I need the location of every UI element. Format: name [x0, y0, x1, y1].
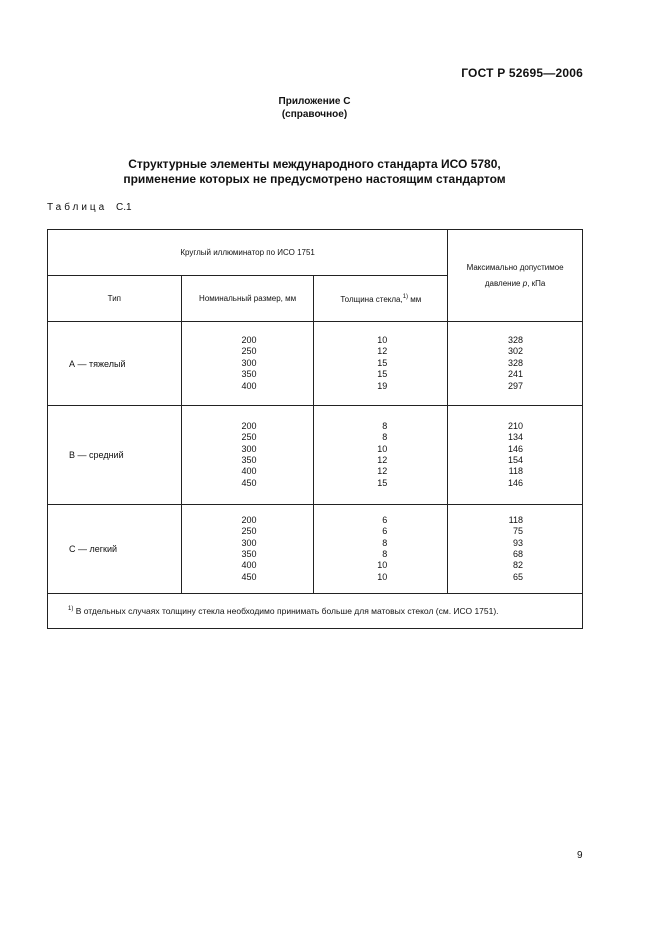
value: 350	[241, 549, 257, 559]
cell-pressure-b	[448, 406, 583, 505]
value: 297	[507, 380, 523, 391]
cell-pressure-c	[448, 505, 583, 594]
header-glass-thickness-footnote-ref: 1)	[402, 293, 409, 300]
value: 12	[377, 466, 388, 477]
value: 10	[377, 443, 388, 454]
header-glass-thickness-unit: мм	[408, 294, 422, 304]
value: 300	[241, 357, 257, 368]
value: 210	[507, 420, 523, 431]
value: 19	[377, 380, 388, 391]
header-max-pressure-line1: Максимально допустимое	[466, 262, 564, 272]
value: 8	[382, 549, 388, 559]
value: 10	[377, 335, 388, 346]
header-max-pressure-line2	[448, 276, 582, 292]
value: 8	[382, 537, 388, 548]
value: 68	[512, 549, 523, 559]
value: 75	[512, 526, 523, 537]
header-group-round-illuminator: Круглый иллюминатор по ИСО 1751	[48, 230, 448, 276]
header-max-pressure-prefix: давление	[484, 278, 521, 288]
value: 146	[507, 477, 523, 488]
value: 200	[241, 514, 257, 525]
cell-type-b: В — средний	[48, 406, 182, 505]
value: 241	[507, 369, 523, 380]
value: 134	[507, 432, 523, 443]
value: 6	[382, 526, 388, 537]
cell-thickness-a	[314, 322, 448, 406]
cell-type-c: С — легкий	[48, 505, 182, 594]
value: 146	[507, 443, 523, 454]
page-number: 9	[577, 850, 583, 861]
cell-thickness-b	[314, 406, 448, 505]
value: 6	[382, 514, 388, 525]
table-caption-number: С.1	[116, 202, 132, 213]
table-row-type-a	[48, 322, 583, 406]
header-max-pressure	[448, 230, 583, 322]
value: 10	[377, 560, 388, 571]
table-row-type-c	[48, 505, 583, 594]
value: 154	[507, 455, 523, 465]
value: 350	[241, 455, 257, 465]
appendix-subtitle: (справочное)	[281, 109, 348, 120]
footnote-text: В отдельных случаях толщину стекла необходимо принимать больше для матовых стекол (см. ИСО 1751).	[75, 606, 499, 616]
value: 118	[508, 514, 523, 525]
value: 10	[377, 571, 388, 582]
header-nominal-size: Номинальный размер, мм	[181, 276, 314, 322]
value: 65	[512, 571, 523, 582]
table-caption	[47, 202, 132, 213]
header-max-pressure-unit: , кПа	[527, 278, 546, 288]
table-footnote	[48, 594, 583, 629]
value: 328	[507, 357, 523, 368]
header-glass-thickness	[314, 276, 448, 322]
value: 200	[241, 420, 257, 431]
section-heading-line1: Структурные элементы международного стандарта ИСО 5780,	[128, 157, 501, 171]
footnote-mark: 1)	[68, 606, 74, 612]
header-type: Тип	[48, 276, 182, 322]
table-caption-label: Таблица	[47, 202, 108, 213]
value: 15	[377, 477, 388, 488]
value: 93	[512, 537, 523, 548]
value: 15	[377, 357, 388, 368]
value: 15	[377, 369, 388, 380]
value: 400	[241, 466, 257, 477]
value: 400	[241, 380, 257, 391]
cell-sizes-b	[181, 406, 314, 505]
section-heading	[0, 157, 629, 187]
document-code: ГОСТ Р 52695—2006	[461, 66, 583, 80]
value: 8	[382, 432, 388, 443]
value: 400	[241, 560, 257, 571]
value: 8	[382, 420, 388, 431]
value: 12	[377, 346, 388, 357]
cell-sizes-c	[181, 505, 314, 594]
table-footnote-row	[48, 594, 583, 629]
section-heading-line2: применение которых не предусмотрено настоящим стандартом	[123, 172, 506, 186]
table-header-row-1	[48, 230, 583, 276]
value: 250	[241, 432, 257, 443]
value: 350	[241, 369, 257, 380]
value: 12	[377, 455, 388, 465]
appendix-title: Приложение С	[278, 96, 351, 107]
cell-sizes-a	[181, 322, 314, 406]
value: 118	[508, 466, 523, 477]
value: 450	[241, 477, 257, 488]
value: 300	[241, 443, 257, 454]
header-max-pressure-var: p	[522, 278, 528, 288]
header-glass-thickness-label: Толщина стекла,	[340, 294, 403, 304]
value: 82	[512, 560, 523, 571]
value: 328	[507, 335, 523, 346]
table-row-type-b	[48, 406, 583, 505]
cell-type-a: А — тяжелый	[48, 322, 182, 406]
value: 450	[241, 571, 257, 582]
value: 300	[241, 537, 257, 548]
illuminator-table	[47, 229, 583, 629]
cell-pressure-a	[448, 322, 583, 406]
value: 250	[241, 346, 257, 357]
appendix-block	[0, 95, 629, 121]
value: 200	[241, 335, 257, 346]
cell-thickness-c	[314, 505, 448, 594]
value: 302	[507, 346, 523, 357]
value: 250	[241, 526, 257, 537]
